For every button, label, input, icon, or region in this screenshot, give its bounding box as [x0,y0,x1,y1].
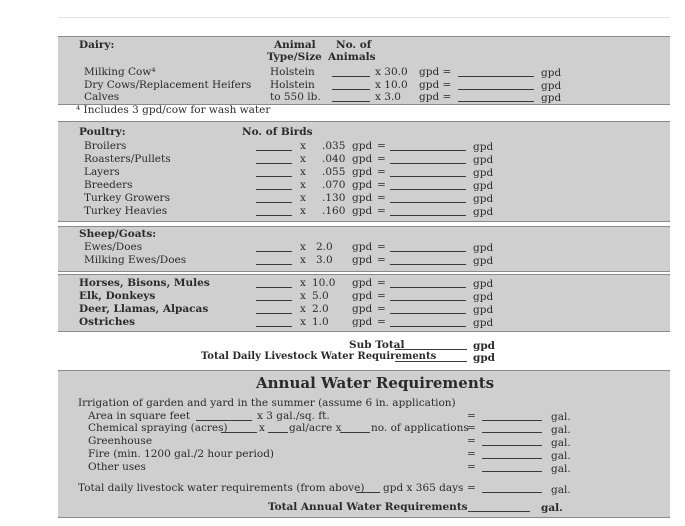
fire-eq: = [467,448,476,460]
total-annual-line[interactable] [468,511,530,512]
count-input-line[interactable] [256,189,292,190]
count-input-line[interactable] [256,264,292,265]
greenhouse-eq: = [467,435,476,447]
irrigation-text: Irrigation of garden and yard in the summer (assume 6 in. application) [78,397,456,409]
result-input-line[interactable] [458,89,534,90]
result-input-line[interactable] [390,150,466,151]
result-input-line[interactable] [390,313,466,314]
row-factor: x 10.0 [375,79,408,91]
animals-input-line[interactable] [332,101,370,102]
result-input-line[interactable] [390,300,466,301]
row-unit-result: gpd [541,67,562,79]
dairy-heading: Dairy: [79,39,115,51]
row-unit-result: gpd [473,167,494,179]
result-input-line[interactable] [390,189,466,190]
chem-acres-line[interactable] [221,432,257,433]
row-unit: gpd [352,166,373,178]
annual-total-daily-label: Total daily livestock water requirements (from above) [78,482,365,494]
result-input-line[interactable] [458,76,534,77]
row-label: Calves [84,91,120,103]
chem-result-line[interactable] [482,432,542,433]
dairy-col-no: No. of [336,39,372,51]
row-eq: = [377,192,386,204]
row-unit-result: gpd [541,80,562,92]
subtotal-label: Sub Total [349,339,405,351]
top-rule [58,17,670,18]
row-unit-result: gpd [473,154,494,166]
row-label: Elk, Donkeys [79,290,156,302]
chem-gal-line[interactable] [268,432,288,433]
dairy-col-animal: Animal [274,39,316,51]
total-annual-label: Total Annual Water Requirements [268,501,468,513]
fire-label: Fire (min. 1200 gal./2 hour period) [88,448,275,460]
chem-per: gal/acre x [289,422,342,434]
row-label: Ostriches [79,316,136,328]
sheep-heading: Sheep/Goats: [79,228,157,240]
row-eq: = [377,277,386,289]
result-input-line[interactable] [390,202,466,203]
row-factor: x 30.0 [375,66,408,78]
row-unit: gpd [352,241,373,253]
row-label: Breeders [84,179,133,191]
count-input-line[interactable] [256,163,292,164]
row-label: Deer, Llamas, Alpacas [79,303,209,315]
total-daily-label: Total Daily Livestock Water Requirements [201,351,437,362]
row-rate: .035 [322,140,346,152]
row-rate: 2.0 [312,303,329,315]
result-input-line[interactable] [390,251,466,252]
row-label: Roasters/Pullets [84,153,171,165]
row-unit: gpd = [419,79,452,91]
count-input-line[interactable] [256,150,292,151]
row-label: Dry Cows/Replacement Heifers [84,79,252,91]
poultry-heading: Poultry: [79,126,126,138]
area-input-line[interactable] [196,420,252,421]
row-rate: 10.0 [312,277,336,289]
annual-total-daily-line[interactable] [356,492,380,493]
row-unit: gpd [352,192,373,204]
row-x: x [300,192,306,204]
row-type: Holstein [270,66,315,78]
row-label: Turkey Heavies [84,205,168,217]
dairy-col-type: Type/Size [267,51,322,63]
row-label: Milking Cow⁴ [84,66,156,78]
row-eq: = [377,166,386,178]
row-unit: gpd [352,179,373,191]
total-daily-input-line[interactable] [395,361,467,362]
row-rate: 3.0 [316,254,333,266]
row-rate: 5.0 [312,290,329,302]
result-input-line[interactable] [390,264,466,265]
area-factor: x 3 gal./sq. ft. [257,410,330,422]
row-unit: gpd [352,140,373,152]
row-x: x [300,179,306,191]
row-x: x [300,316,306,328]
result-input-line[interactable] [390,326,466,327]
chem-gal: gal. [551,424,571,436]
row-unit-result: gpd [473,304,494,316]
other-eq: = [467,461,476,473]
row-x: x [300,303,306,315]
result-input-line[interactable] [390,176,466,177]
row-eq: = [377,205,386,217]
chem-eq: = [467,422,476,434]
row-unit-result: gpd [473,278,494,290]
row-unit-result: gpd [541,92,562,104]
row-eq: = [377,316,386,328]
row-unit-result: gpd [473,317,494,329]
row-unit-result: gpd [473,141,494,153]
row-eq: = [377,241,386,253]
row-label: Broilers [84,140,127,152]
row-rate: 1.0 [312,316,329,328]
chem-apps-line[interactable] [340,432,370,433]
chem-label: Chemical spraying (acres) [88,422,228,434]
row-eq: = [377,153,386,165]
total-daily-unit: gpd [473,352,496,364]
count-input-line[interactable] [256,215,292,216]
row-x: x [300,277,306,289]
row-unit-result: gpd [473,206,494,218]
fire-result-line[interactable] [482,458,542,459]
row-unit-result: gpd [473,255,494,267]
row-unit: gpd [352,290,373,302]
count-input-line[interactable] [256,202,292,203]
area-result-line[interactable] [482,420,542,421]
count-input-line[interactable] [256,326,292,327]
row-unit: gpd [352,254,373,266]
chem-apps: no. of applications [371,422,469,434]
row-unit: gpd [352,277,373,289]
row-x: x [300,254,306,266]
greenhouse-result-line[interactable] [482,445,542,446]
row-unit-result: gpd [473,193,494,205]
dairy-footnote: ⁴ Includes 3 gpd/cow for wash water [76,104,271,116]
row-unit: gpd = [419,91,452,103]
row-x: x [300,205,306,217]
row-unit: gpd [352,205,373,217]
area-gal: gal. [551,411,571,423]
count-input-line[interactable] [256,300,292,301]
row-eq: = [377,303,386,315]
row-label: Horses, Bisons, Mules [79,277,210,289]
other-label: Other uses [88,461,146,473]
row-unit: gpd [352,153,373,165]
row-type: to 550 lb. [270,91,321,103]
row-rate: .130 [322,192,346,204]
subtotal-input-line[interactable] [395,349,467,350]
area-label: Area in square feet [88,410,191,422]
row-label: Turkey Growers [84,192,170,204]
row-x: x [300,290,306,302]
row-rate: .055 [322,166,346,178]
dairy-col-animals: Animals [328,51,376,63]
row-label: Ewes/Does [84,241,143,253]
area-eq: = [467,410,476,422]
row-factor: x 3.0 [375,91,401,103]
row-label: Milking Ewes/Does [84,254,187,266]
row-rate: .040 [322,153,346,165]
row-x: x [300,153,306,165]
annual-total-daily-eq: = [467,482,476,494]
chem-x: x [259,422,265,434]
subtotal-unit: gpd [473,340,496,352]
count-input-line[interactable] [256,251,292,252]
row-eq: = [377,140,386,152]
animals-input-line[interactable] [332,89,370,90]
row-x: x [300,140,306,152]
row-label: Layers [84,166,120,178]
annual-total-daily-mult: gpd x 365 days [383,482,464,494]
count-input-line[interactable] [256,287,292,288]
row-eq: = [377,179,386,191]
result-input-line[interactable] [458,101,534,102]
result-input-line[interactable] [390,287,466,288]
count-input-line[interactable] [256,176,292,177]
row-eq: = [377,290,386,302]
other-result-line[interactable] [482,471,542,472]
annual-title: Annual Water Requirements [256,374,495,392]
row-unit: gpd [352,303,373,315]
row-unit: gpd [352,316,373,328]
other-gal: gal. [551,463,571,475]
fire-gal: gal. [551,450,571,462]
poultry-col-birds: No. of Birds [242,126,313,138]
row-x: x [300,241,306,253]
row-rate: .160 [322,205,346,217]
row-x: x [300,166,306,178]
row-unit-result: gpd [473,242,494,254]
greenhouse-label: Greenhouse [88,435,153,447]
row-type: Holstein [270,79,315,91]
row-unit: gpd = [419,66,452,78]
row-unit-result: gpd [473,291,494,303]
row-unit-result: gpd [473,180,494,192]
row-rate: 2.0 [316,241,333,253]
count-input-line[interactable] [256,313,292,314]
annual-total-daily-result[interactable] [482,492,542,493]
total-annual-gal: gal. [541,502,563,514]
annual-total-daily-gal: gal. [551,484,571,496]
greenhouse-gal: gal. [551,437,571,449]
result-input-line[interactable] [390,163,466,164]
result-input-line[interactable] [390,215,466,216]
row-eq: = [377,254,386,266]
row-rate: .070 [322,179,346,191]
animals-input-line[interactable] [332,76,370,77]
